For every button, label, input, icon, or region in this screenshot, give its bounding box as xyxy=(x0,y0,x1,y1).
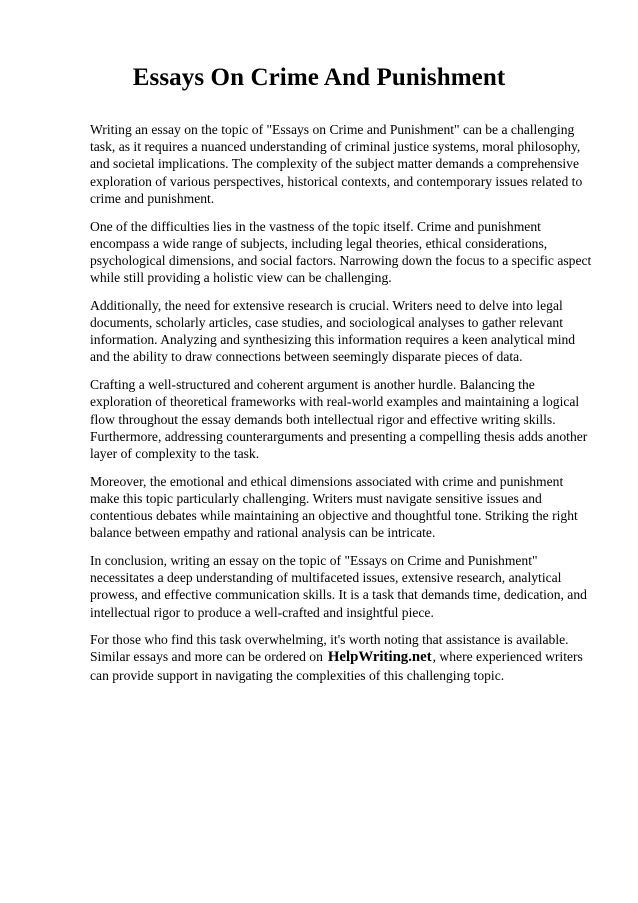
paragraph-7-text-after-link: , where experienced writers can provide support in navigating the complexities of this challenging topic. xyxy=(90,649,583,683)
paragraph-2: One of the difficulties lies in the vastness of the topic itself. Crime and punishment encompass a wide range of subjects, including legal theories, ethical considerations, psychological dimensions, and social factors. Narrowing down the focus to a specific aspect while still providing a holistic view can be challenging. xyxy=(90,218,592,286)
paragraph-6: In conclusion, writing an essay on the topic of "Essays on Crime and Punishment" necessitates a deep understanding of multifaceted issues, extensive research, analytical prowess, and effective communication skills. It is a task that demands time, dedication, and intellectual rigor to produce a well-crafted and insightful piece. xyxy=(90,552,587,620)
document-body xyxy=(90,121,595,694)
paragraph-1: Writing an essay on the topic of "Essays on Crime and Punishment" can be a challenging task, as it requires a nuanced understanding of criminal justice systems, moral philosophy, and societal implications. The complexity of the subject matter demands a comprehensive exploration of various perspectives, historical contexts, and contemporary issues related to crime and punishment. xyxy=(90,122,583,206)
paragraph-7 xyxy=(90,631,595,684)
paragraph-7-text-before-link: For those who find this task overwhelming, it's worth noting that assistance is available. Similar essays and more can be ordered on xyxy=(90,632,569,665)
paragraph-4: Crafting a well-structured and coherent argument is another hurdle. Balancing the exploration of theoretical frameworks with real-world examples and maintaining a logical flow throughout the essay demands both intellectual rigor and effective writing skills. Furthermore, addressing counterarguments and presenting a compelling thesis adds another layer of complexity to the task. xyxy=(90,377,588,461)
helpwriting-link[interactable]: HelpWriting.net xyxy=(327,649,432,666)
paragraph-3: Additionally, the need for extensive research is crucial. Writers need to delve into legal documents, scholarly articles, case studies, and sociological analyses to gather relevant information. Analyzing and synthesizing this information requires a keen analytical mind and the ability to draw connections between seemingly disparate pieces of data. xyxy=(90,297,576,365)
page-title: Essays On Crime And Punishment xyxy=(132,64,506,91)
paragraph-5: Moreover, the emotional and ethical dimensions associated with crime and punishment make this topic particularly challenging. Writers must navigate sensitive issues and contentious debates while maintaining an objective and thoughtful tone. Striking the right balance between empathy and rational analysis can be intricate. xyxy=(90,473,578,541)
